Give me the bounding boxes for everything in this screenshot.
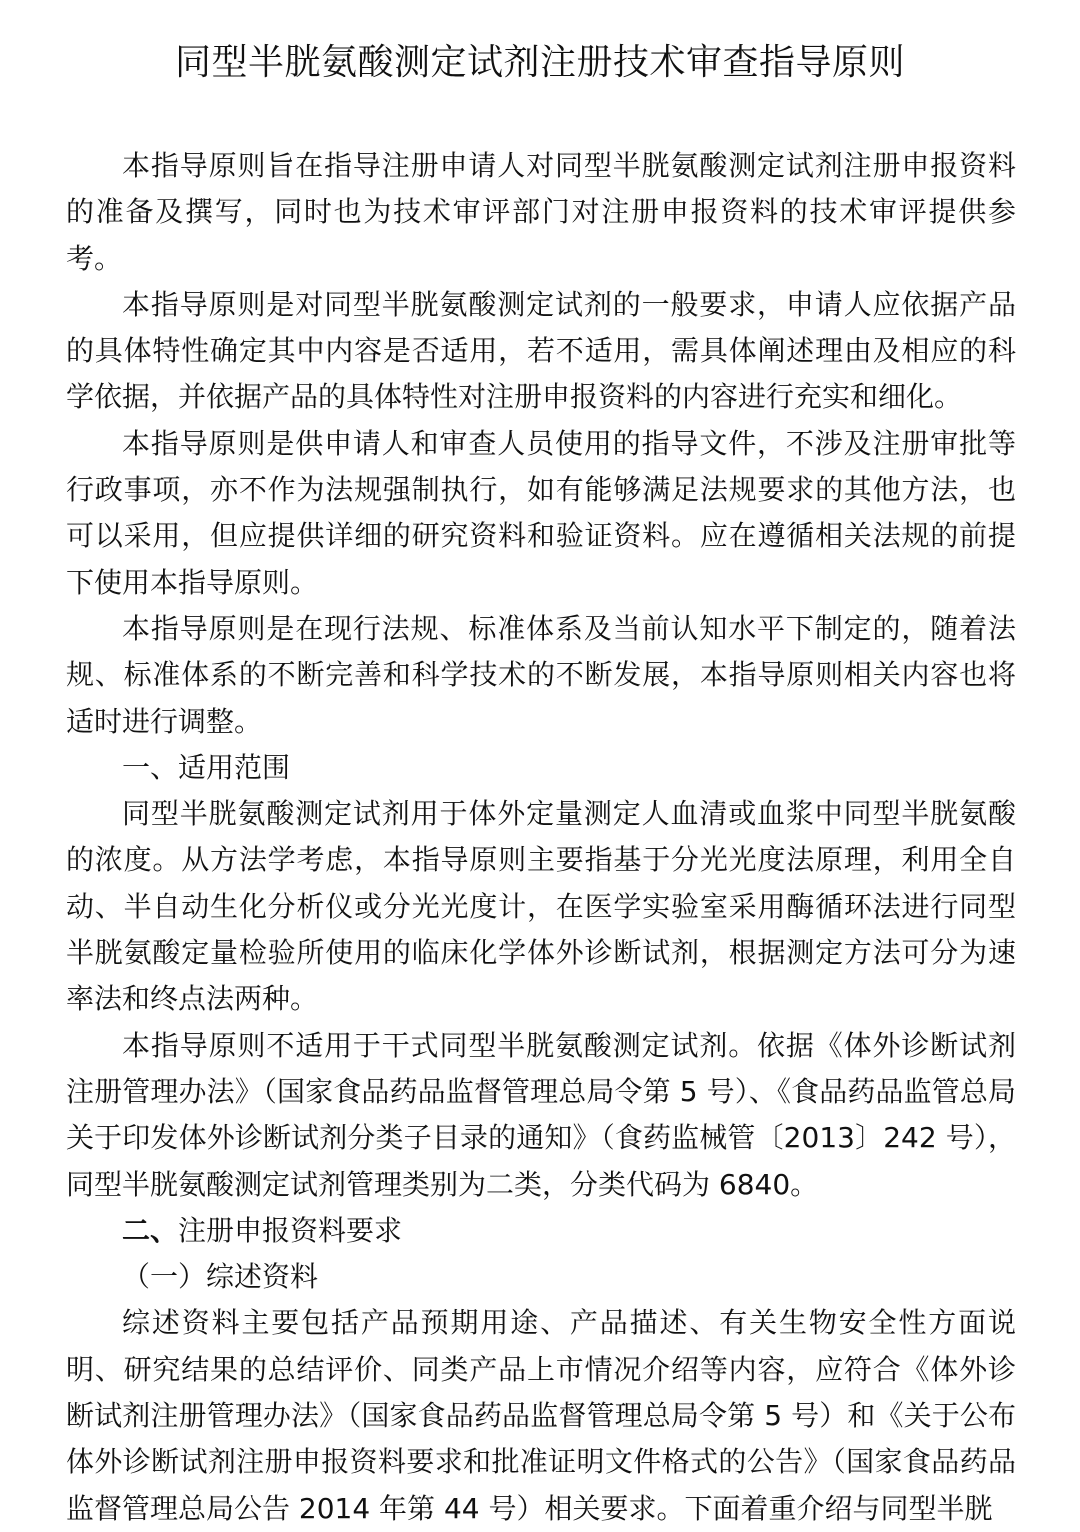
section-2-heading: [66, 1208, 1016, 1254]
intro-paragraph-1: 本指导原则旨在指导注册申请人对同型半胱氨酸测定试剂注册申报资料的准备及撰写，同时也为技术审评部门对注册申报资料的技术审评提供参考。: [66, 149, 1016, 275]
document-title: 同型半胱氨酸测定试剂注册技术审查指导原则: [174, 42, 905, 83]
intro-paragraph-4: 本指导原则是在现行法规、标准体系及当前认知水平下制定的，随着法规、标准体系的不断完善和科学技术的不断发展，本指导原则相关内容也将适时进行调整。: [66, 611, 1016, 738]
intro-paragraph-3: 本指导原则是供申请人和审查人员使用的指导文件，不涉及注册审批等行政事项，亦不作为法规强制执行，如有能够满足法规要求的其他方法，也可以采用，但应提供详细的研究资料和验证资料。应在遵循相关法规的前提下使用本指导原则。: [66, 426, 1016, 599]
section-1-paragraph-1: 同型半胱氨酸测定试剂用于体外定量测定人血清或血浆中同型半胱氨酸的浓度。从方法学考虑，本指导原则主要指基于分光光度法原理，利用全自动、半自动生化分析仪或分光光度计，在医学实验室采用酶循环法进行同型半胱氨酸定量检验所使用的临床化学体外诊断试剂，根据测定方法可分为速率法和终点法两种。: [66, 797, 1016, 1016]
section-1-paragraph-2: 本指导原则不适用于干式同型半胱氨酸测定试剂。依据《体外诊断试剂注册管理办法》（国家食品药品监督管理总局令第 5 号）、《食品药品监管总局关于印发体外诊断试剂分类子目录的通知》（食药监械管〔2013〕242 号），同型半胱氨酸测定试剂管理类别为二类，分类代码为 6840。: [66, 1028, 1016, 1201]
section-1-heading: 一、适用范围: [122, 750, 291, 784]
section-2-subheading: （一）综述资料: [122, 1260, 319, 1294]
intro-paragraph-2: 本指导原则是对同型半胱氨酸测定试剂的一般要求，申请人应依据产品的具体特性确定其中内容是否适用，若不适用，需具体阐述理由及相应的科学依据，并依据产品的具体特性对注册申报资料的内容进行充实和细化。: [66, 287, 1016, 414]
section-2-paragraph: 综述资料主要包括产品预期用途、产品描述、有关生物安全性方面说明、研究结果的总结评价、同类产品上市情况介绍等内容，应符合《体外诊断试剂注册管理办法》（国家食品药品监督管理总局令第 5 号）和《关于公布体外诊断试剂注册申报资料要求和批准证明文件格式的公告》（国家食品药品监督管理总局公告 2014 年第 44 号）相关要求。下面着重介绍与同型半胱: [66, 1306, 1016, 1525]
section-2-heading-text: 注册申报资料要求: [178, 1213, 403, 1247]
document-body: [66, 143, 1016, 1532]
section-2-heading-number: 二、: [122, 1213, 179, 1247]
